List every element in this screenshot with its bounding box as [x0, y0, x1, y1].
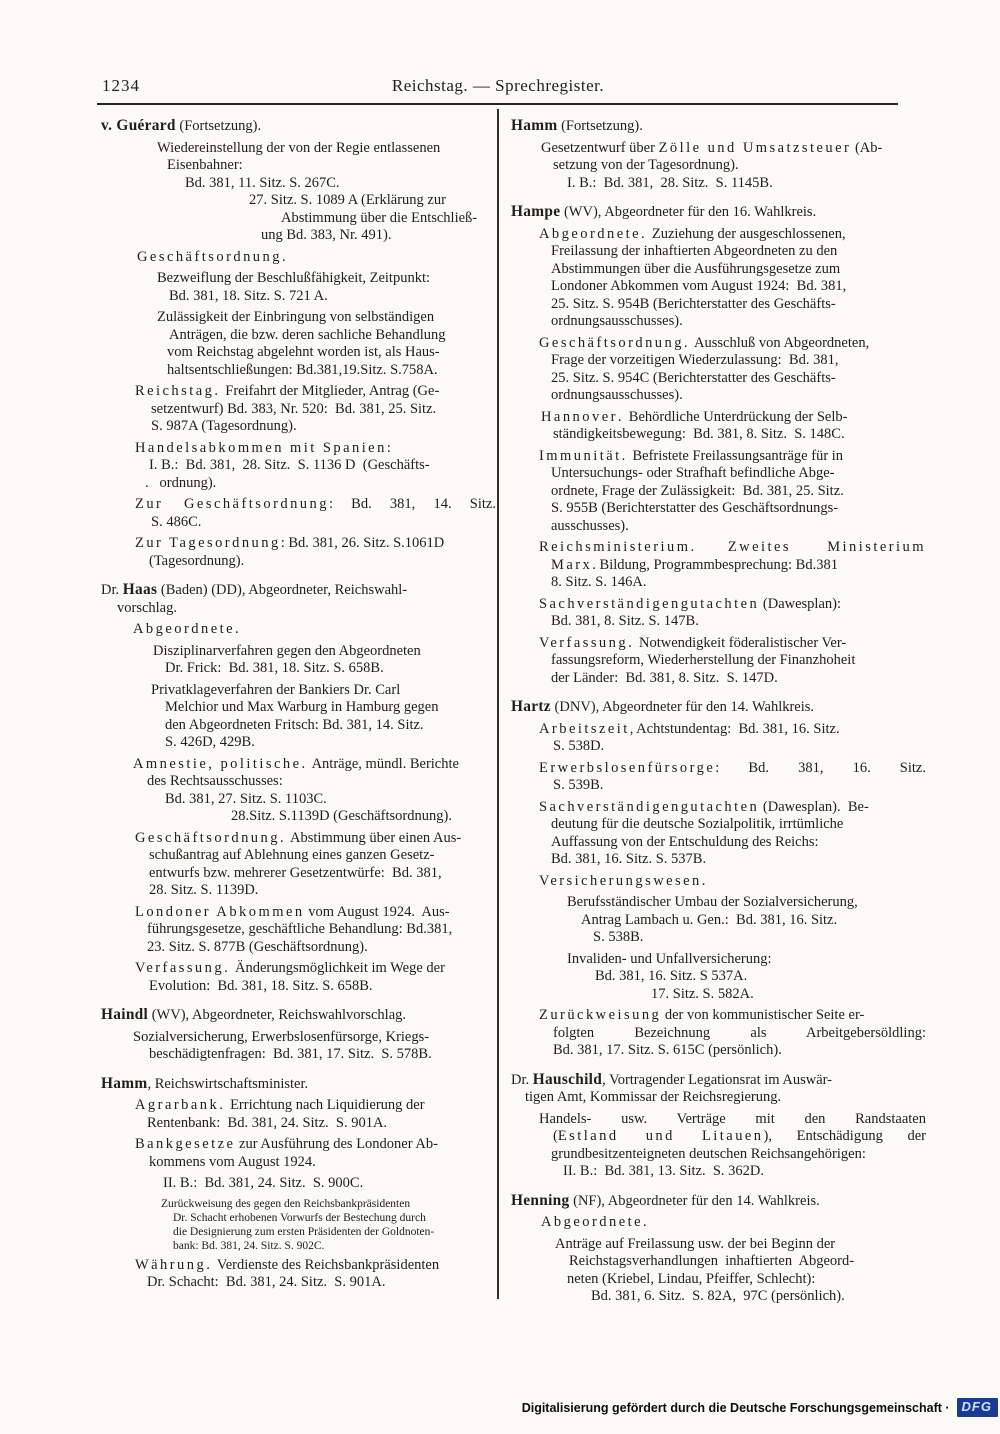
index-line: tigen Amt, Kommissar der Reichsregierung.	[525, 1089, 782, 1105]
index-line: v. Guérard (Fortsetzung).	[101, 117, 262, 134]
index-line: Abstimmungen über die Ausführungsgesetze zum	[551, 260, 841, 277]
index-line: 23. Sitz. S. 877B (Geschäftsordnung).	[147, 938, 368, 955]
index-line: Dr. Schacht: Bd. 381, 24. Sitz. S. 901A.	[147, 1274, 386, 1290]
index-line: Dr. Frick: Bd. 381, 18. Sitz. S. 658B.	[165, 660, 384, 676]
index-line: Evolution: Bd. 381, 18. Sitz. S. 658B.	[149, 977, 373, 994]
index-line: Dr. Haas (Baden) (DD), Abgeordneter, Reichswahl-	[101, 581, 408, 598]
index-line: Erwerbslosenfürsorge: Bd. 381, 16. Sitz.	[539, 759, 926, 776]
index-line: Anträgen, die bzw. deren sachliche Behandlung	[169, 326, 446, 343]
index-line: Bd. 381, 16. Sitz. S 537A.	[595, 968, 748, 984]
index-line: Handelsabkommen mit Spanien:	[135, 439, 391, 456]
index-line: Bd. 381, 8. Sitz. S. 147B.	[551, 613, 699, 629]
index-line: Amnestie, politische. Anträge, mündl. Berichte	[133, 755, 459, 772]
index-line: ständigkeitsbewegung: Bd. 381, 8. Sitz. S. 148C.	[553, 426, 845, 442]
index-line: 8. Sitz. S. 146A.	[551, 574, 647, 590]
index-line: des Rechtsausschusses:	[147, 773, 283, 789]
index-line: Zur Tagesordnung: Bd. 381, 26. Sitz. S.1061D	[135, 535, 445, 551]
index-line: Reichstagsverhandlungen inhaftierten Abgeord-	[569, 1253, 855, 1269]
index-line: Rentenbank: Bd. 381, 24. Sitz. S. 901A.	[147, 1114, 388, 1131]
index-line: 27. Sitz. S. 1089 A (Erklärung zur	[249, 192, 446, 208]
index-line: Eisenbahner:	[167, 157, 243, 173]
index-line: Berufsständischer Umbau der Sozialversicherung,	[567, 894, 858, 910]
index-line: Hannover. Behördliche Unterdrückung der Selb-	[541, 408, 848, 425]
index-line: grundbesitzenteigneten deutschen Reichsangehörigen:	[551, 1145, 866, 1162]
column-divider	[497, 109, 499, 1299]
index-line: . ordnung).	[145, 474, 217, 491]
index-line: ung Bd. 383, Nr. 491).	[261, 227, 392, 243]
index-line: setzentwurf) Bd. 383, Nr. 520: Bd. 381, 25. Sitz.	[151, 400, 437, 417]
index-line: Sachverständigengutachten (Dawesplan). Be-	[539, 798, 869, 815]
index-line: Bd. 381, 16. Sitz. S. 537B.	[551, 851, 707, 867]
index-line: ausschusses).	[551, 517, 629, 534]
index-line: Immunität. Befristete Freilassungsanträge für in	[539, 447, 844, 464]
index-line: setzung von der Tagesordnung).	[553, 157, 739, 173]
index-line: S. 538B.	[593, 929, 644, 945]
index-line: Antrag Lambach u. Gen.: Bd. 381, 16. Sitz.	[581, 911, 838, 928]
index-line: 25. Sitz. S. 954B (Berichterstatter des Geschäfts-	[551, 295, 836, 312]
index-line: Reichsministerium. Zweites Ministerium	[539, 539, 926, 555]
index-line: 25. Sitz. S. 954C (Berichterstatter des Geschäfts-	[551, 369, 836, 386]
index-line: Hamm, Reichswirtschaftsminister.	[101, 1074, 309, 1092]
index-line: Londoner Abkommen vom August 1924. Aus-	[135, 903, 450, 920]
index-line: S. 955B (Berichterstatter des Geschäftsordnungs-	[551, 500, 839, 516]
index-line: Hartz (DNV), Abgeordneter für den 14. Wahlkreis.	[511, 698, 815, 715]
index-line: Freilassung der inhaftierten Abgeordneten zu den	[551, 243, 838, 259]
index-line: Geschäftsordnung. Ausschluß von Abgeordneten,	[539, 334, 870, 351]
index-line: S. 486C.	[151, 513, 202, 530]
index-line: bank: Bd. 381, 24. Sitz. S. 902C.	[173, 1239, 325, 1252]
index-line: II. B.: Bd. 381, 13. Sitz. S. 362D.	[563, 1163, 764, 1179]
index-line: der Länder: Bd. 381, 8. Sitz. S. 147D.	[551, 669, 778, 686]
index-line: Bd. 381, 27. Sitz. S. 1103C.	[165, 790, 327, 807]
register-column-right	[511, 117, 926, 1306]
index-line: haltsentschließungen: Bd.381,19.Sitz. S.758A.	[167, 361, 438, 378]
index-line: Dr. Schacht erhobenen Vorwurfs der Bestechung durch	[173, 1211, 426, 1224]
index-line: Bd. 381, 6. Sitz. S. 82A, 97C (persönlich).	[591, 1288, 845, 1304]
index-line: Untersuchungs- oder Strafhaft befindliche Abge-	[551, 465, 835, 481]
index-line: Abgeordnete.	[541, 1214, 647, 1230]
index-line: II. B.: Bd. 381, 24. Sitz. S. 900C.	[163, 1175, 364, 1191]
index-line: Sachverständigengutachten (Dawesplan):	[539, 595, 841, 612]
index-line: 28.Sitz. S.1139D (Geschäftsordnung).	[231, 808, 452, 824]
index-line: I. B.: Bd. 381, 28. Sitz. S. 1136 D (Geschäfts-	[149, 457, 430, 473]
index-line: Henning (NF), Abgeordneter für den 14. Wahlkreis.	[511, 1191, 820, 1209]
header-rule	[97, 103, 898, 105]
index-line: Melchior und Max Warburg in Hamburg gegen	[165, 699, 439, 715]
index-line: Abstimmung über die Entschließ-	[281, 209, 478, 226]
index-line: I. B.: Bd. 381, 28. Sitz. S. 1145B.	[567, 174, 773, 191]
index-line: Agrarbank. Errichtung nach Liquidierung der	[135, 1097, 425, 1113]
index-line: entwurfs bzw. mehrerer Gesetzentwürfe: Bd. 381,	[149, 864, 442, 881]
index-line: Invaliden- und Unfallversicherung:	[567, 950, 772, 967]
index-line: Gesetzentwurf über Zölle und Umsatzsteuer (Ab-	[541, 139, 883, 156]
index-line: Abgeordnete.	[133, 621, 239, 637]
footer-text: Digitalisierung gefördert durch die Deutsche Forschungsgemeinschaft ·	[521, 1400, 950, 1415]
index-line: Londoner Abkommen vom August 1924: Bd. 381,	[551, 278, 847, 294]
index-line: Verfassung. Änderungsmöglichkeit im Wege der	[135, 960, 445, 976]
index-line: fassungsreform, Wiederherstellung der Finanzhoheit	[551, 652, 856, 668]
index-line: Geschäftsordnung.	[137, 248, 286, 265]
index-line: Wiedereinstellung der von der Regie entlassenen	[157, 139, 441, 156]
index-line: Handels- usw. Verträge mit den Randstaaten	[539, 1110, 926, 1127]
index-line: Reichstag. Freifahrt der Mitglieder, Antrag (Ge-	[135, 383, 440, 399]
dfg-logo: DFG	[957, 1398, 998, 1417]
index-line: ordnungsausschusses).	[551, 387, 683, 403]
digitization-footer	[522, 1398, 998, 1417]
index-line: Hamm (Fortsetzung).	[511, 117, 643, 134]
index-line: kommens vom August 1924.	[149, 1153, 316, 1170]
index-line: ordnungsausschusses).	[551, 313, 683, 329]
index-line: S. 426D, 429B.	[165, 734, 255, 750]
index-line: die Designierung zum ersten Präsidenten der Goldnoten-	[173, 1225, 435, 1238]
index-line: Versicherungswesen.	[539, 872, 706, 889]
index-line: Arbeitszeit, Achtstundentag: Bd. 381, 16. Sitz.	[539, 720, 840, 737]
index-line: S. 538D.	[553, 738, 605, 754]
index-line: vorschlag.	[117, 599, 177, 616]
index-line: Geschäftsordnung. Abstimmung über einen Aus-	[135, 829, 462, 846]
index-line: Haindl (WV), Abgeordneter, Reichswahlvorschlag.	[101, 1006, 407, 1023]
index-line: Sozialversicherung, Erwerbslosenfürsorge, Kriegs-	[133, 1028, 430, 1045]
index-line: Anträge auf Freilassung usw. der bei Beginn der	[555, 1235, 836, 1252]
index-line: Marx. Bildung, Programmbesprechung: Bd.381	[551, 556, 838, 573]
index-line: vom Reichstag abgelehnt worden ist, als Haus-	[167, 344, 440, 360]
index-line: Privatklageverfahren der Bankiers Dr. Carl	[151, 681, 401, 698]
index-line: Auffassung von der Entschuldung des Reichs:	[551, 833, 819, 850]
index-line: (Estland und Litauen), Entschädigung der	[553, 1128, 926, 1144]
index-line: führungsgesetze, geschäftliche Behandlung: Bd.381,	[147, 921, 453, 937]
register-column-left	[101, 117, 496, 1292]
index-line: Zulässigkeit der Einbringung von selbständigen	[157, 309, 435, 325]
index-line: S. 539B.	[553, 777, 604, 793]
index-line: (Tagesordnung).	[149, 552, 245, 569]
index-line: Disziplinarverfahren gegen den Abgeordneten	[153, 642, 421, 659]
index-line: 17. Sitz. S. 582A.	[651, 985, 754, 1002]
index-line: den Abgeordneten Fritsch: Bd. 381, 14. Sitz.	[165, 716, 424, 733]
index-line: Verfassung. Notwendigkeit föderalistischer Ver-	[539, 634, 847, 651]
index-line: Hampe (WV), Abgeordneter für den 16. Wahlkreis.	[511, 203, 817, 220]
index-line: Bd. 381, 11. Sitz. S. 267C.	[185, 174, 340, 191]
index-line: Währung. Verdienste des Reichsbankpräsidenten	[135, 1256, 440, 1273]
index-line: Zurückweisung der von kommunistischer Seite er-	[539, 1007, 865, 1023]
index-line: beschädigtenfragen: Bd. 381, 17. Sitz. S. 578B.	[149, 1046, 432, 1062]
index-line: neten (Kriebel, Lindau, Pfeiffer, Schlecht):	[567, 1270, 816, 1287]
page-title: Reichstag. — Sprechregister.	[391, 76, 605, 95]
index-line: Bezweiflung der Beschlußfähigkeit, Zeitpunkt:	[157, 270, 431, 286]
index-line: Frage der vorzeitigen Wiederzulassung: Bd. 381,	[551, 352, 839, 368]
index-line: deutung für die deutsche Sozialpolitik, irrtümliche	[551, 816, 844, 832]
index-line: Bd. 381, 17. Sitz. S. 615C (persönlich).	[553, 1042, 782, 1058]
index-line: ordnete, Frage der Zulässigkeit: Bd. 381, 25. Sitz.	[551, 482, 844, 499]
index-line: Zurückweisung des gegen den Reichsbankpräsidenten	[161, 1197, 411, 1210]
index-line: 28. Sitz. S. 1139D.	[149, 882, 259, 898]
index-line: folgten Bezeichnung als Arbeitgebersöldling:	[553, 1024, 926, 1041]
index-line: schußantrag auf Ablehnung eines ganzen Gesetz-	[149, 847, 435, 863]
page-number: 1234	[102, 76, 140, 95]
index-line: Abgeordnete. Zuziehung der ausgeschlossenen,	[539, 225, 846, 242]
index-line: Zur Geschäftsordnung: Bd. 381, 14. Sitz.	[135, 496, 496, 512]
index-line: S. 987A (Tagesordnung).	[151, 418, 297, 434]
index-line: Dr. Hauschild, Vortragender Legationsrat im Auswär-	[511, 1070, 833, 1088]
index-line: Bd. 381, 18. Sitz. S. 721 A.	[169, 287, 328, 304]
index-line: Bankgesetze zur Ausführung des Londoner Ab-	[135, 1136, 438, 1152]
